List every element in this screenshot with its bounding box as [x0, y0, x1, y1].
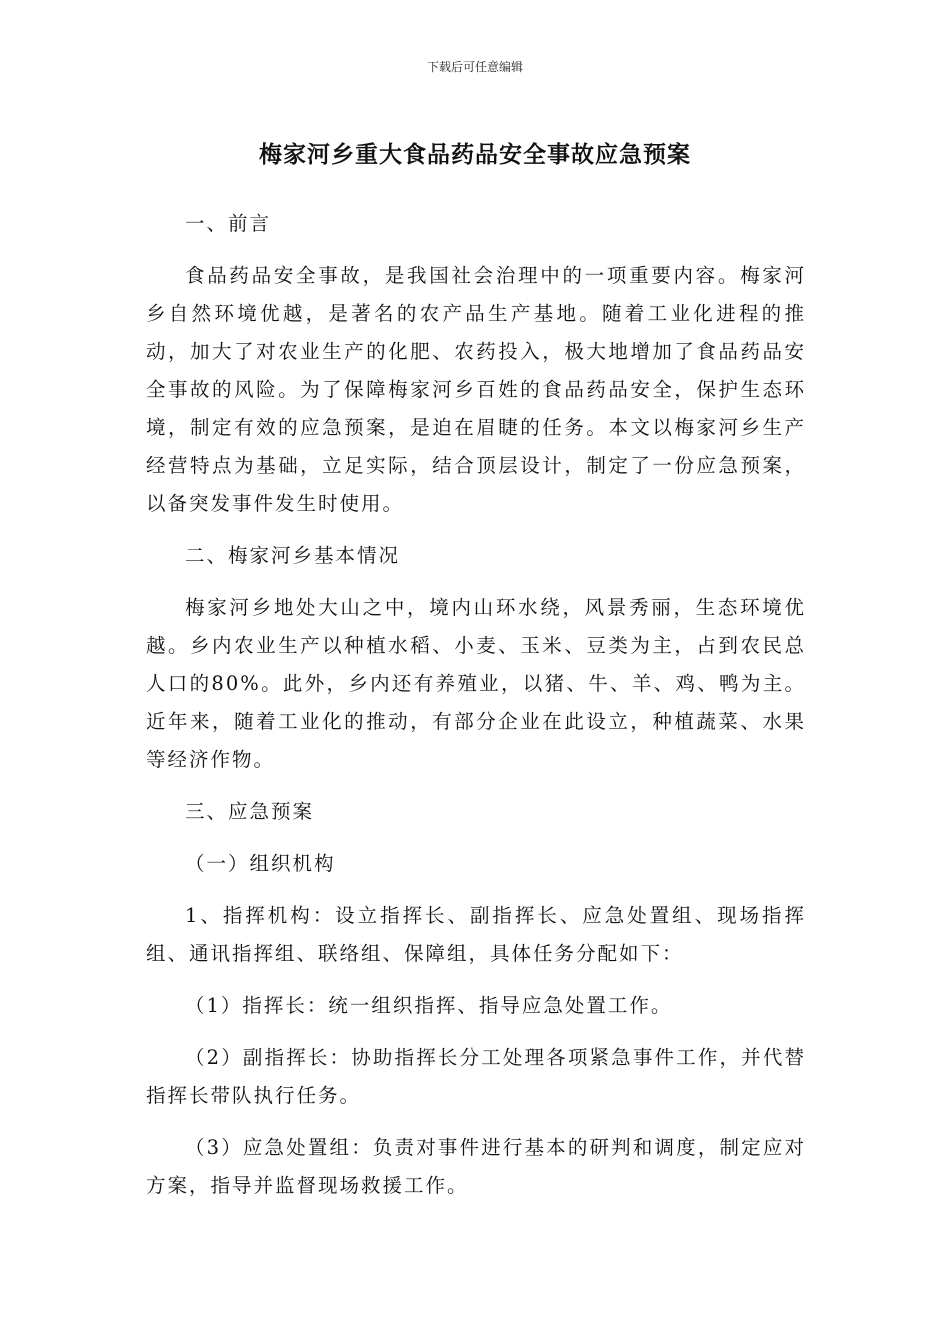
paragraph-command-structure: 1、指挥机构：设立指挥长、副指挥长、应急处置组、现场指挥组、通讯指挥组、联络组、保障组，具体任务分配如下：: [146, 904, 806, 965]
paragraph-preface: 食品药品安全事故，是我国社会治理中的一项重要内容。梅家河乡自然环境优越，是著名的农产品生产基地。随着工业化进程的推动，加大了对农业生产的化肥、农药投入，极大地增加了食品药品安全事故的风险。为了保障梅家河乡百姓的食品药品安全，保护生态环境，制定有效的应急预案，是迫在眉睫的任务。本文以梅家河乡生产经营特点为基础，立足实际，结合顶层设计，制定了一份应急预案，以备突发事件发生时使用。: [146, 264, 806, 515]
paragraph-deputy-commander: （2）副指挥长：协助指挥长分工处理各项紧急事件工作，并代替指挥长带队执行任务。: [146, 1046, 806, 1107]
section-heading-basic-info: 二、梅家河乡基本情况: [185, 544, 401, 567]
paragraph-commander: （1）指挥长：统一组织指挥、指导应急处置工作。: [185, 994, 673, 1017]
header-note: 下载后可任意编辑: [426, 60, 523, 74]
document-body: [146, 205, 806, 1219]
section-heading-preface: 一、前言: [185, 212, 272, 235]
subsection-heading-organization: （一）组织机构: [185, 852, 336, 875]
section-heading-emergency-plan: 三、应急预案: [185, 800, 315, 823]
paragraph-emergency-response-group: （3）应急处置组：负责对事件进行基本的研判和调度，制定应对方案，指导并监督现场救援工作。: [146, 1136, 806, 1197]
paragraph-basic-info: 梅家河乡地处大山之中，境内山环水绕，风景秀丽，生态环境优越。乡内农业生产以种植水稻、小麦、玉米、豆类为主，占到农民总人口的80%。此外，乡内还有养殖业，以猪、牛、羊、鸡、鸭为主。近年来，随着工业化的推动，有部分企业在此设立，种植蔬菜、水果等经济作物。: [146, 596, 806, 771]
document-title: 梅家河乡重大食品药品安全事故应急预案: [259, 142, 691, 168]
